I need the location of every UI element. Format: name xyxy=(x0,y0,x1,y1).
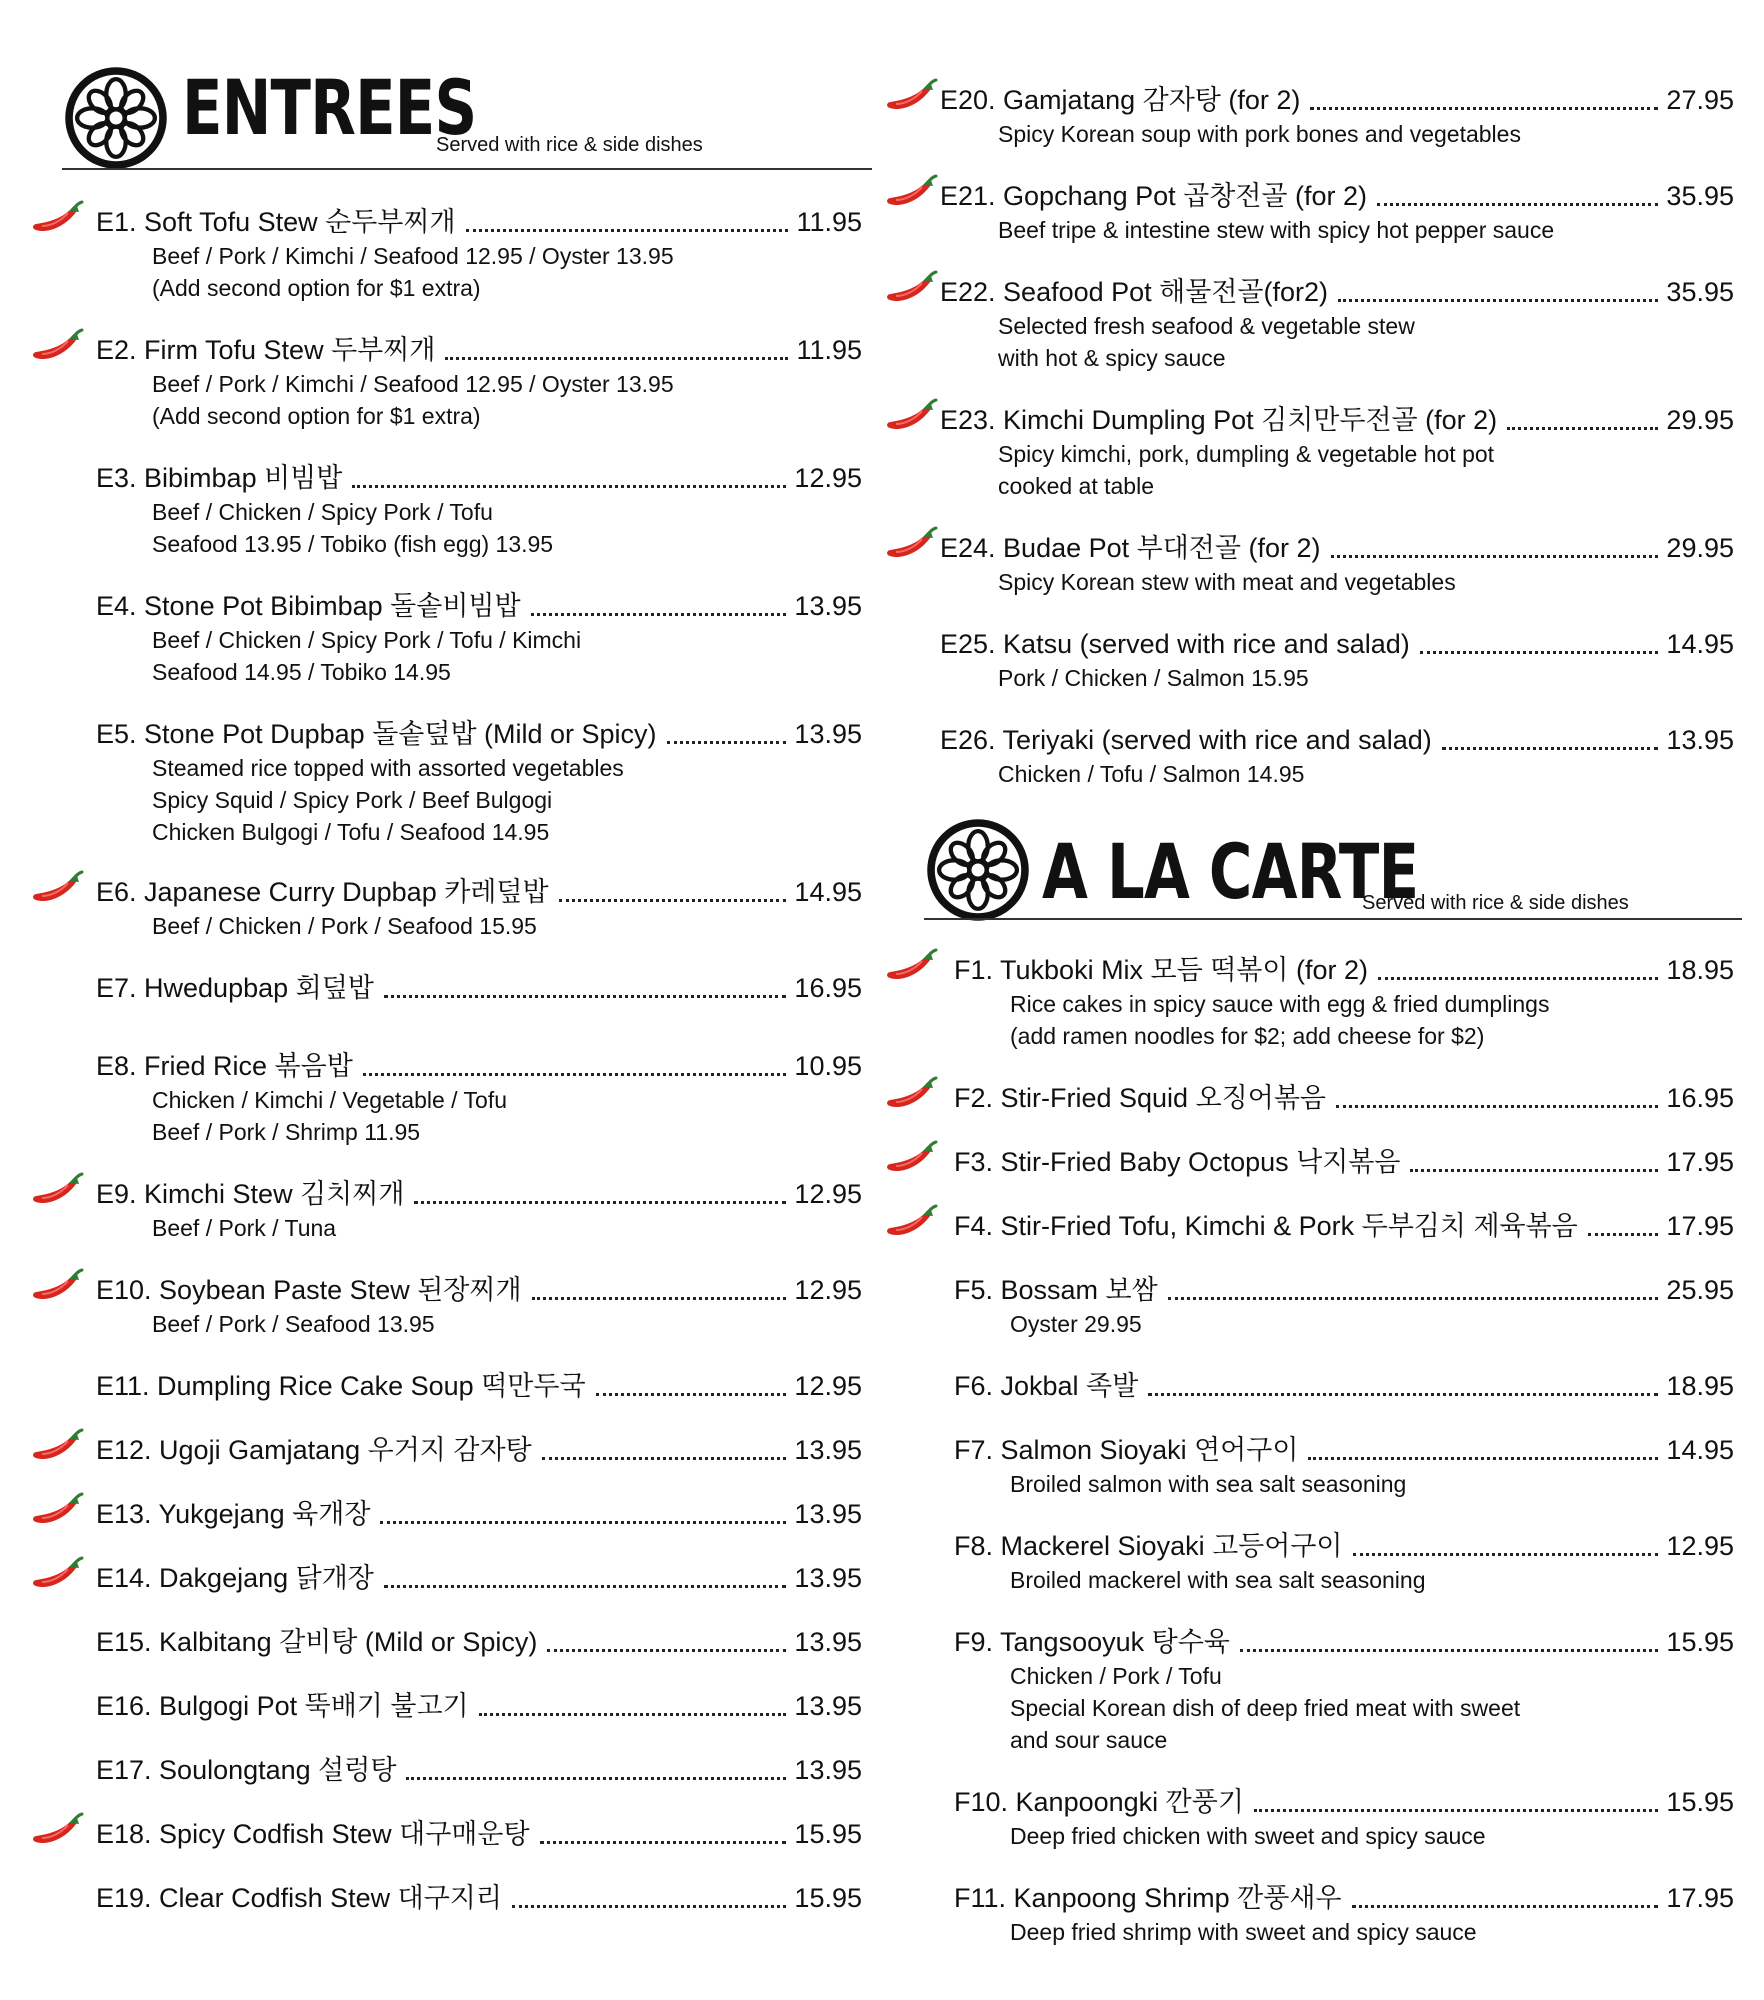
dot-leader xyxy=(1336,1085,1658,1108)
menu-item-description: Broiled salmon with sea salt seasoning xyxy=(1010,1471,1407,1497)
menu-item-name: F8. Mackerel Sioyaki 고등어구이 xyxy=(954,1531,1343,1561)
menu-item-price: 11.95 xyxy=(796,207,862,237)
menu-item-name: F6. Jokbal 족발 xyxy=(954,1371,1139,1401)
chili-pepper-icon xyxy=(884,398,942,436)
menu-item-name: E12. Ugoji Gamjatang 우거지 감자탕 xyxy=(96,1435,532,1465)
dot-leader xyxy=(1377,183,1658,206)
menu-item-price: 12.95 xyxy=(794,1371,862,1401)
menu-item-row xyxy=(96,1432,862,1468)
dot-leader xyxy=(1507,407,1658,430)
menu-item-row xyxy=(940,274,1734,310)
menu-item-row xyxy=(96,1368,862,1404)
menu-item-row xyxy=(96,1496,862,1532)
dot-leader xyxy=(1240,1629,1659,1652)
menu-item-row xyxy=(954,1528,1734,1564)
chili-pepper-icon xyxy=(30,1812,88,1850)
alacarte-header xyxy=(884,816,1734,936)
menu-item-description: Chicken / Tofu / Salmon 14.95 xyxy=(998,761,1305,787)
dot-leader xyxy=(531,593,787,616)
dot-leader xyxy=(1378,957,1658,980)
chili-pepper-icon xyxy=(884,174,942,212)
menu-item-row xyxy=(954,1880,1734,1916)
dot-leader xyxy=(1331,535,1659,558)
menu-item-name: E13. Yukgejang 육개장 xyxy=(96,1499,371,1529)
chili-pepper-icon xyxy=(884,948,942,986)
menu-item-description: Spicy Korean stew with meat and vegetables xyxy=(998,569,1456,595)
menu-item-name: F2. Stir-Fried Squid 오징어볶음 xyxy=(954,1083,1326,1113)
menu-item-name: E1. Soft Tofu Stew 순두부찌개 xyxy=(96,207,456,237)
menu-item-description: Deep fried chicken with sweet and spicy sauce xyxy=(1010,1823,1486,1849)
menu-item-name: E11. Dumpling Rice Cake Soup 떡만두국 xyxy=(96,1371,586,1401)
menu-item-name: E24. Budae Pot 부대전골 (for 2) xyxy=(940,533,1321,563)
section-divider xyxy=(62,168,872,170)
chili-pepper-icon xyxy=(30,1556,88,1594)
menu-item-name: E14. Dakgejang 닭개장 xyxy=(96,1563,374,1593)
dot-leader xyxy=(1588,1213,1659,1236)
section-subtitle: Served with rice & side dishes xyxy=(436,134,703,156)
dot-leader xyxy=(559,879,787,902)
menu-item-price: 14.95 xyxy=(1666,1435,1734,1465)
menu-item-row xyxy=(940,402,1734,438)
menu-item-price: 15.95 xyxy=(1666,1787,1734,1817)
dot-leader xyxy=(1353,1533,1659,1556)
menu-item-description: Steamed rice topped with assorted vegetables xyxy=(152,755,624,781)
menu-item-price: 12.95 xyxy=(794,1179,862,1209)
dot-leader xyxy=(667,721,787,744)
entrees-header xyxy=(30,60,862,180)
dot-leader xyxy=(1442,727,1659,750)
menu-item-price: 16.95 xyxy=(1666,1083,1734,1113)
dot-leader xyxy=(1410,1149,1658,1172)
chili-pepper-icon xyxy=(30,328,88,366)
flower-emblem-icon xyxy=(62,64,170,172)
dot-leader xyxy=(1308,1437,1658,1460)
menu-item-name: F1. Tukboki Mix 모듬 떡볶이 (for 2) xyxy=(954,955,1368,985)
menu-item-row xyxy=(96,460,862,496)
menu-item-name: E22. Seafood Pot 해물전골(for2) xyxy=(940,277,1328,307)
menu-item-price: 29.95 xyxy=(1666,405,1734,435)
menu-item-description: Spicy kimchi, pork, dumpling & vegetable hot pot xyxy=(998,441,1495,467)
section-title: A LA CARTE xyxy=(1042,827,1419,916)
menu-item-row xyxy=(96,1624,862,1660)
menu-item-row xyxy=(96,1176,862,1212)
menu-item-price: 10.95 xyxy=(794,1051,862,1081)
dot-leader xyxy=(547,1629,786,1652)
chili-pepper-icon xyxy=(884,78,942,116)
menu-item-description: Special Korean dish of deep fried meat with sweet xyxy=(1010,1695,1521,1721)
chili-pepper-icon xyxy=(884,526,942,564)
menu-item-row xyxy=(96,332,862,368)
menu-item-price: 15.95 xyxy=(1666,1627,1734,1657)
menu-item-name: E17. Soulongtang 설렁탕 xyxy=(96,1755,397,1785)
menu-item-row xyxy=(954,1272,1734,1308)
menu-item-description: Chicken / Kimchi / Vegetable / Tofu xyxy=(152,1087,507,1113)
menu-item-name: F7. Salmon Sioyaki 연어구이 xyxy=(954,1435,1299,1465)
menu-item-description: (add ramen noodles for $2; add cheese for $2) xyxy=(1010,1023,1485,1049)
menu-item-price: 12.95 xyxy=(794,463,862,493)
menu-item-price: 17.95 xyxy=(1666,1211,1734,1241)
dot-leader xyxy=(1310,87,1658,110)
menu-item-description: Beef / Pork / Shrimp 11.95 xyxy=(152,1119,421,1145)
menu-item-row xyxy=(940,626,1734,662)
menu-item-row xyxy=(954,1624,1734,1660)
menu-item-row xyxy=(96,1560,862,1596)
section-divider xyxy=(924,918,1742,920)
menu-item-price: 13.95 xyxy=(794,1755,862,1785)
dot-leader xyxy=(445,337,788,360)
chili-pepper-icon xyxy=(30,1428,88,1466)
dot-leader xyxy=(540,1821,787,1844)
menu-item-price: 27.95 xyxy=(1666,85,1734,115)
dot-leader xyxy=(380,1501,786,1524)
flower-emblem-icon xyxy=(924,816,1032,924)
dot-leader xyxy=(406,1757,786,1780)
menu-item-name: F10. Kanpoongki 깐풍기 xyxy=(954,1787,1244,1817)
chili-pepper-icon xyxy=(884,1204,942,1242)
menu-item-description: Beef / Chicken / Spicy Pork / Tofu / Kimchi xyxy=(152,627,582,653)
menu-item-price: 17.95 xyxy=(1666,1147,1734,1177)
menu-item-name: E21. Gopchang Pot 곱창전골 (for 2) xyxy=(940,181,1368,211)
menu-item-description: Spicy Korean soup with pork bones and vegetables xyxy=(998,121,1521,147)
menu-item-description: Spicy Squid / Spicy Pork / Beef Bulgogi xyxy=(152,787,553,813)
menu-item-name: E6. Japanese Curry Dupbap 카레덮밥 xyxy=(96,877,549,907)
menu-item-price: 13.95 xyxy=(794,719,862,749)
menu-item-price: 18.95 xyxy=(1666,955,1734,985)
menu-item-price: 12.95 xyxy=(1666,1531,1734,1561)
menu-item-row xyxy=(96,588,862,624)
menu-item-name: E20. Gamjatang 감자탕 (for 2) xyxy=(940,85,1301,115)
menu-item-price: 12.95 xyxy=(794,1275,862,1305)
menu-item-name: E5. Stone Pot Dupbap 돌솥덮밥 (Mild or Spicy) xyxy=(96,719,657,749)
menu-item-price: 13.95 xyxy=(1666,725,1734,755)
dot-leader xyxy=(532,1277,787,1300)
menu-item-row xyxy=(96,874,862,910)
menu-item-name: E7. Hwedupbap 회덮밥 xyxy=(96,973,374,1003)
menu-item-name: E16. Bulgogi Pot 뚝배기 불고기 xyxy=(96,1691,469,1721)
menu-item-row xyxy=(940,722,1734,758)
dot-leader xyxy=(384,975,787,998)
dot-leader xyxy=(1338,279,1658,302)
menu-item-row xyxy=(954,1144,1734,1180)
menu-item-description: (Add second option for $1 extra) xyxy=(152,403,481,429)
chili-pepper-icon xyxy=(30,1172,88,1210)
menu-item-row xyxy=(96,1688,862,1724)
chili-pepper-icon xyxy=(30,1492,88,1530)
menu-item-price: 13.95 xyxy=(794,591,862,621)
chili-pepper-icon xyxy=(884,270,942,308)
menu-item-price: 35.95 xyxy=(1666,277,1734,307)
menu-item-row xyxy=(96,1880,862,1916)
menu-item-row xyxy=(96,1272,862,1308)
menu-item-price: 14.95 xyxy=(794,877,862,907)
menu-item-name: E8. Fried Rice 볶음밥 xyxy=(96,1051,353,1081)
menu-item-price: 16.95 xyxy=(794,973,862,1003)
menu-item-description: Selected fresh seafood & vegetable stew xyxy=(998,313,1415,339)
menu-item-row xyxy=(96,1816,862,1852)
dot-leader xyxy=(479,1693,787,1716)
menu-item-description: Chicken Bulgogi / Tofu / Seafood 14.95 xyxy=(152,819,550,845)
menu-item-name: E2. Firm Tofu Stew 두부찌개 xyxy=(96,335,436,365)
menu-item-row xyxy=(954,1432,1734,1468)
menu-item-row xyxy=(940,178,1734,214)
dot-leader xyxy=(414,1181,786,1204)
menu-item-description: Broiled mackerel with sea salt seasoning xyxy=(1010,1567,1426,1593)
menu-item-row xyxy=(954,1208,1734,1244)
dot-leader xyxy=(363,1053,787,1076)
menu-item-row xyxy=(954,952,1734,988)
dot-leader xyxy=(352,465,786,488)
menu-item-price: 17.95 xyxy=(1666,1883,1734,1913)
menu-item-name: E23. Kimchi Dumpling Pot 김치만두전골 (for 2) xyxy=(940,405,1498,435)
menu-item-row xyxy=(96,1752,862,1788)
menu-item-row xyxy=(940,530,1734,566)
dot-leader xyxy=(596,1373,787,1396)
menu-item-name: E4. Stone Pot Bibimbap 돌솥비빔밥 xyxy=(96,591,521,621)
menu-item-row xyxy=(96,716,862,752)
menu-item-price: 35.95 xyxy=(1666,181,1734,211)
menu-item-name: F3. Stir-Fried Baby Octopus 낙지볶음 xyxy=(954,1147,1401,1177)
menu-item-name: E3. Bibimbap 비빔밥 xyxy=(96,463,343,493)
menu-item-name: E18. Spicy Codfish Stew 대구매운탕 xyxy=(96,1819,530,1849)
menu-item-name: E19. Clear Codfish Stew 대구지리 xyxy=(96,1883,502,1913)
menu-item-name: F5. Bossam 보쌈 xyxy=(954,1275,1158,1305)
menu-item-description: Beef / Chicken / Spicy Pork / Tofu xyxy=(152,499,493,525)
menu-item-row xyxy=(954,1784,1734,1820)
menu-item-name: F4. Stir-Fried Tofu, Kimchi & Pork 두부김치 제육볶음 xyxy=(954,1211,1578,1241)
dot-leader xyxy=(1148,1373,1658,1396)
menu-item-name: E15. Kalbitang 갈비탕 (Mild or Spicy) xyxy=(96,1627,538,1657)
menu-item-description: Beef / Chicken / Pork / Seafood 15.95 xyxy=(152,913,537,939)
menu-item-price: 15.95 xyxy=(794,1883,862,1913)
dot-leader xyxy=(512,1885,786,1908)
menu-item-price: 25.95 xyxy=(1666,1275,1734,1305)
menu-item-row xyxy=(940,82,1734,118)
menu-item-price: 14.95 xyxy=(1666,629,1734,659)
chili-pepper-icon xyxy=(884,1140,942,1178)
menu-item-row xyxy=(96,970,862,1006)
menu-item-description: Pork / Chicken / Salmon 15.95 xyxy=(998,665,1309,691)
menu-item-description: Rice cakes in spicy sauce with egg & fried dumplings xyxy=(1010,991,1550,1017)
menu-item-price: 11.95 xyxy=(796,335,862,365)
menu-item-row xyxy=(96,1048,862,1084)
chili-pepper-icon xyxy=(30,870,88,908)
menu-item-description: Beef / Pork / Kimchi / Seafood 12.95 / Oyster 13.95 xyxy=(152,371,674,397)
dot-leader xyxy=(384,1565,787,1588)
dot-leader xyxy=(1254,1789,1659,1812)
menu-item-price: 13.95 xyxy=(794,1691,862,1721)
menu-item-row xyxy=(954,1080,1734,1116)
menu-item-price: 15.95 xyxy=(794,1819,862,1849)
menu-item-description: Beef tripe & intestine stew with spicy hot pepper sauce xyxy=(998,217,1555,243)
menu-item-description: Beef / Pork / Kimchi / Seafood 12.95 / Oyster 13.95 xyxy=(152,243,674,269)
menu-item-price: 13.95 xyxy=(794,1499,862,1529)
menu-item-price: 18.95 xyxy=(1666,1371,1734,1401)
menu-item-description: with hot & spicy sauce xyxy=(998,345,1226,371)
menu-item-name: E26. Teriyaki (served with rice and salad) xyxy=(940,725,1432,755)
menu-item-price: 29.95 xyxy=(1666,533,1734,563)
dot-leader xyxy=(1352,1885,1659,1908)
chili-pepper-icon xyxy=(30,1268,88,1306)
dot-leader xyxy=(542,1437,787,1460)
menu-item-description: (Add second option for $1 extra) xyxy=(152,275,481,301)
menu-item-description: and sour sauce xyxy=(1010,1727,1168,1753)
menu-item-row xyxy=(954,1368,1734,1404)
section-subtitle: Served with rice & side dishes xyxy=(1362,892,1629,914)
chili-pepper-icon xyxy=(30,200,88,238)
menu-item-row xyxy=(96,204,862,240)
menu-item-name: E10. Soybean Paste Stew 된장찌개 xyxy=(96,1275,522,1305)
menu-item-description: cooked at table xyxy=(998,473,1155,499)
menu-item-name: E25. Katsu (served with rice and salad) xyxy=(940,629,1410,659)
dot-leader xyxy=(466,209,789,232)
menu-item-description: Oyster 29.95 xyxy=(1010,1311,1142,1337)
section-title: ENTREES xyxy=(182,63,477,152)
dot-leader xyxy=(1168,1277,1659,1300)
menu-item-description: Chicken / Pork / Tofu xyxy=(1010,1663,1222,1689)
menu-item-description: Seafood 14.95 / Tobiko 14.95 xyxy=(152,659,451,685)
chili-pepper-icon xyxy=(884,1076,942,1114)
menu-item-description: Deep fried shrimp with sweet and spicy sauce xyxy=(1010,1919,1477,1945)
dot-leader xyxy=(1420,631,1659,654)
menu-item-name: F9. Tangsooyuk 탕수육 xyxy=(954,1627,1230,1657)
menu-item-description: Beef / Pork / Tuna xyxy=(152,1215,337,1241)
menu-item-price: 13.95 xyxy=(794,1563,862,1593)
menu-item-name: F11. Kanpoong Shrimp 깐풍새우 xyxy=(954,1883,1342,1913)
menu-item-name: E9. Kimchi Stew 김치찌개 xyxy=(96,1179,405,1209)
menu-item-description: Beef / Pork / Seafood 13.95 xyxy=(152,1311,435,1337)
menu-item-description: Seafood 13.95 / Tobiko (fish egg) 13.95 xyxy=(152,531,554,557)
menu-item-price: 13.95 xyxy=(794,1435,862,1465)
menu-item-price: 13.95 xyxy=(794,1627,862,1657)
